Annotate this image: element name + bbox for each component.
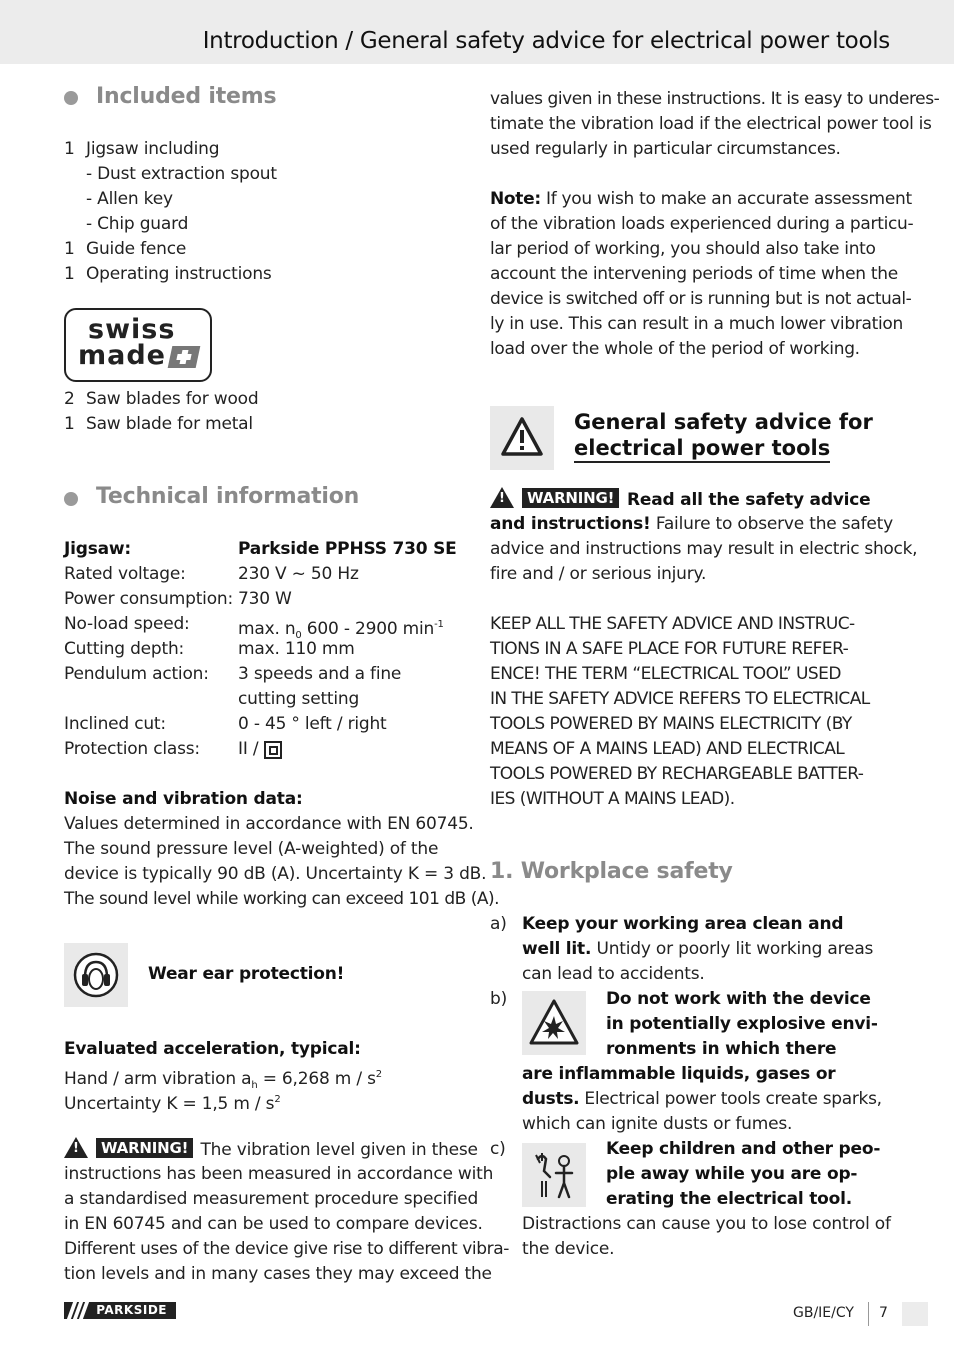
warning-paragraph-first-line: !WARNING! The vibration level given in these [64, 1137, 478, 1163]
item-b-bold: Do not work with the device [606, 989, 871, 1009]
caps-line: ENCE! THE TERM “ELECTRICAL TOOL” USED [490, 664, 841, 684]
item-c-line: the device. [522, 1239, 615, 1259]
list-item: Saw blades for wood [86, 389, 259, 409]
ear-protection-label: Wear ear protection! [148, 964, 345, 984]
page-number: 7 [879, 1305, 888, 1321]
ear-protection-icon [72, 951, 120, 999]
included-items-heading: Included items [96, 84, 277, 109]
caps-line: TIONS IN A SAFE PLACE FOR FUTURE REFER- [490, 639, 849, 659]
noise-text-line: The sound level while working can exceed 101 dB (A). [64, 889, 500, 909]
spec-value: 3 speeds and a fine [238, 664, 402, 684]
page-title: Introduction / General safety advice for electrical power tools [202, 28, 890, 54]
parkside-logo [64, 1302, 176, 1319]
spec-value: max. $n_0$ 600 - 2900 $\min^{-1}$ [238, 619, 444, 641]
explosion-hazard-icon [528, 997, 580, 1049]
safety-heading-line: electrical power tools [574, 435, 830, 463]
spec-label: Pendulum action: [64, 664, 209, 684]
list-item-qty: 1 [64, 239, 75, 259]
spec-label: Rated voltage: [64, 564, 186, 584]
keep-children-away-icon [530, 1149, 578, 1201]
safety-warning-first-line: !WARNING! Read all the safety advice [490, 487, 871, 513]
note-line: of the vibration loads experienced during a particu- [490, 214, 914, 234]
list-item: Guide fence [86, 239, 187, 259]
swiss-made-logo [64, 308, 212, 382]
section-bullet-icon [64, 91, 78, 105]
safety-heading-line: General safety advice for [574, 410, 873, 434]
explosion-hazard-icon-box [522, 991, 586, 1055]
workplace-safety-heading: 1. Workplace safety [490, 859, 733, 884]
note-line: account the intervening periods of time when the [490, 264, 898, 284]
note-line: lar period of working, you should also take into [490, 239, 876, 259]
spec-label: Protection class: [64, 739, 200, 759]
warning-triangle-icon [64, 1137, 88, 1158]
list-item: - Chip guard [86, 214, 189, 234]
spec-value: 0 - 45 ° left / right [238, 714, 387, 734]
ear-protection-icon-box [64, 943, 128, 1007]
note-label: Note: [490, 189, 541, 209]
warning-triangle-icon [490, 487, 514, 508]
list-item-qty: 1 [64, 264, 75, 284]
noise-text-line: Values determined in accordance with EN 60745. [64, 814, 474, 834]
spec-label: Power consumption: [64, 589, 233, 609]
protection-class-ii-icon [264, 741, 282, 759]
page-tab-marker [902, 1302, 928, 1326]
footer-divider [868, 1302, 869, 1326]
section-bullet-icon [64, 492, 78, 506]
spec-value: 730 W [238, 589, 292, 609]
item-c-bold: Keep children and other peo- [606, 1139, 881, 1159]
caps-line: MEANS OF A MAINS LEAD) AND ELECTRICAL [490, 739, 845, 759]
list-item: - Dust extraction spout [86, 164, 277, 184]
list-item-qty: 1 [64, 139, 75, 159]
caps-line: TOOLS POWERED BY RECHARGEABLE BATTER- [490, 764, 864, 784]
vibration-cont-line: used regularly in particular circumstances. [490, 139, 841, 159]
noise-text-line: The sound pressure level (A-weighted) of the [64, 839, 439, 859]
item-b-bold: are inflammable liquids, gases or [522, 1064, 836, 1084]
item-a-bold: Keep your working area clean and [522, 914, 844, 934]
warning-text-line: tion levels and in many cases they may exceed the [64, 1264, 492, 1284]
spec-label: No-load speed: [64, 614, 190, 634]
warning-badge: WARNING! [96, 1138, 193, 1158]
spec-value: cutting setting [238, 689, 360, 709]
spec-value: max. 110 mm [238, 639, 355, 659]
note-line: device is switched off or is running but is not actual- [490, 289, 912, 309]
list-item: Operating instructions [86, 264, 272, 284]
caps-line: IES (WITHOUT A MAINS LEAD). [490, 789, 735, 809]
brand-name: PARKSIDE [96, 1303, 167, 1317]
list-item: Saw blade for metal [86, 414, 253, 434]
list-item: Jigsaw including [86, 139, 220, 159]
vibration-cont-line: values given in these instructions. It is easy to underes- [490, 89, 940, 109]
caps-line: KEEP ALL THE SAFETY ADVICE AND INSTRUC- [490, 614, 855, 634]
item-label-c: c) [490, 1139, 506, 1159]
warning-text-line: Different uses of the device give rise to different vibra- [64, 1239, 509, 1259]
item-c-bold: ple away while you are op- [606, 1164, 858, 1184]
logo-text-made: made [78, 340, 166, 371]
safety-warning-line: advice and instructions may result in electric shock, [490, 539, 918, 559]
spec-label: Inclined cut: [64, 714, 166, 734]
item-b-line: dusts. Electrical power tools create sparks, [522, 1089, 882, 1109]
spec-value: 230 V ~ 50 Hz [238, 564, 359, 584]
spec-value: II / [238, 739, 259, 759]
note-line: load over the whole of the period of working. [490, 339, 860, 359]
technical-information-heading: Technical information [96, 484, 360, 509]
item-b-bold: ronments in which there [606, 1039, 837, 1059]
acceleration-line: Hand / arm vibration $a_h = 6,268$ m / $s^2$ [64, 1069, 382, 1091]
swiss-cross-icon [168, 346, 201, 368]
caps-line: TOOLS POWERED BY MAINS ELECTRICITY (BY [490, 714, 852, 734]
item-c-bold: erating the electrical tool. [606, 1189, 852, 1209]
item-c-line: Distractions can cause you to lose control of [522, 1214, 891, 1234]
warning-text-line: in EN 60745 and can be used to compare devices. [64, 1214, 483, 1234]
noise-heading: Noise and vibration data: [64, 789, 303, 809]
list-item: - Allen key [86, 189, 173, 209]
item-b-line: which can ignite dusts or fumes. [522, 1114, 793, 1134]
safety-warning-line: fire and / or serious injury. [490, 564, 707, 584]
item-label-b: b) [490, 989, 508, 1009]
item-b-bold: in potentially explosive envi- [606, 1014, 878, 1034]
region-code: GB/IE/CY [793, 1305, 854, 1321]
spec-title-label: Jigsaw: [64, 539, 132, 559]
safety-warning-line: and instructions! Failure to observe the safety [490, 514, 893, 534]
caps-line: IN THE SAFETY ADVICE REFERS TO ELECTRICAL [490, 689, 870, 709]
vibration-cont-line: timate the vibration load if the electrical power tool is [490, 114, 932, 134]
item-a-line: well lit. Untidy or poorly lit working areas [522, 939, 874, 959]
item-label-a: a) [490, 914, 507, 934]
list-item-qty: 1 [64, 414, 75, 434]
logo-text-swiss: swiss [88, 314, 176, 345]
warning-triangle-icon [500, 416, 544, 458]
warning-text-line: instructions has been measured in accordance with [64, 1164, 494, 1184]
list-item-qty: 2 [64, 389, 75, 409]
keep-children-away-icon-box [522, 1143, 586, 1207]
uncertainty-line: Uncertainty K = 1,5 m / $s^2$ [64, 1094, 281, 1114]
spec-label: Cutting depth: [64, 639, 185, 659]
noise-text-line: device is typically 90 dB (A). Uncertainty K = 3 dB. [64, 864, 487, 884]
spec-title-model: Parkside PPHSS 730 SE [238, 539, 457, 559]
note-first-line: Note: If you wish to make an accurate assessment [490, 189, 912, 209]
safety-heading [574, 409, 873, 463]
note-line: ly in use. This can result in a much lower vibration [490, 314, 903, 334]
acceleration-heading: Evaluated acceleration, typical: [64, 1039, 361, 1059]
warning-badge: WARNING! [522, 488, 619, 508]
safety-warning-icon-box [490, 406, 554, 470]
warning-text-line: a standardised measurement procedure specified [64, 1189, 479, 1209]
item-a-line: can lead to accidents. [522, 964, 705, 984]
